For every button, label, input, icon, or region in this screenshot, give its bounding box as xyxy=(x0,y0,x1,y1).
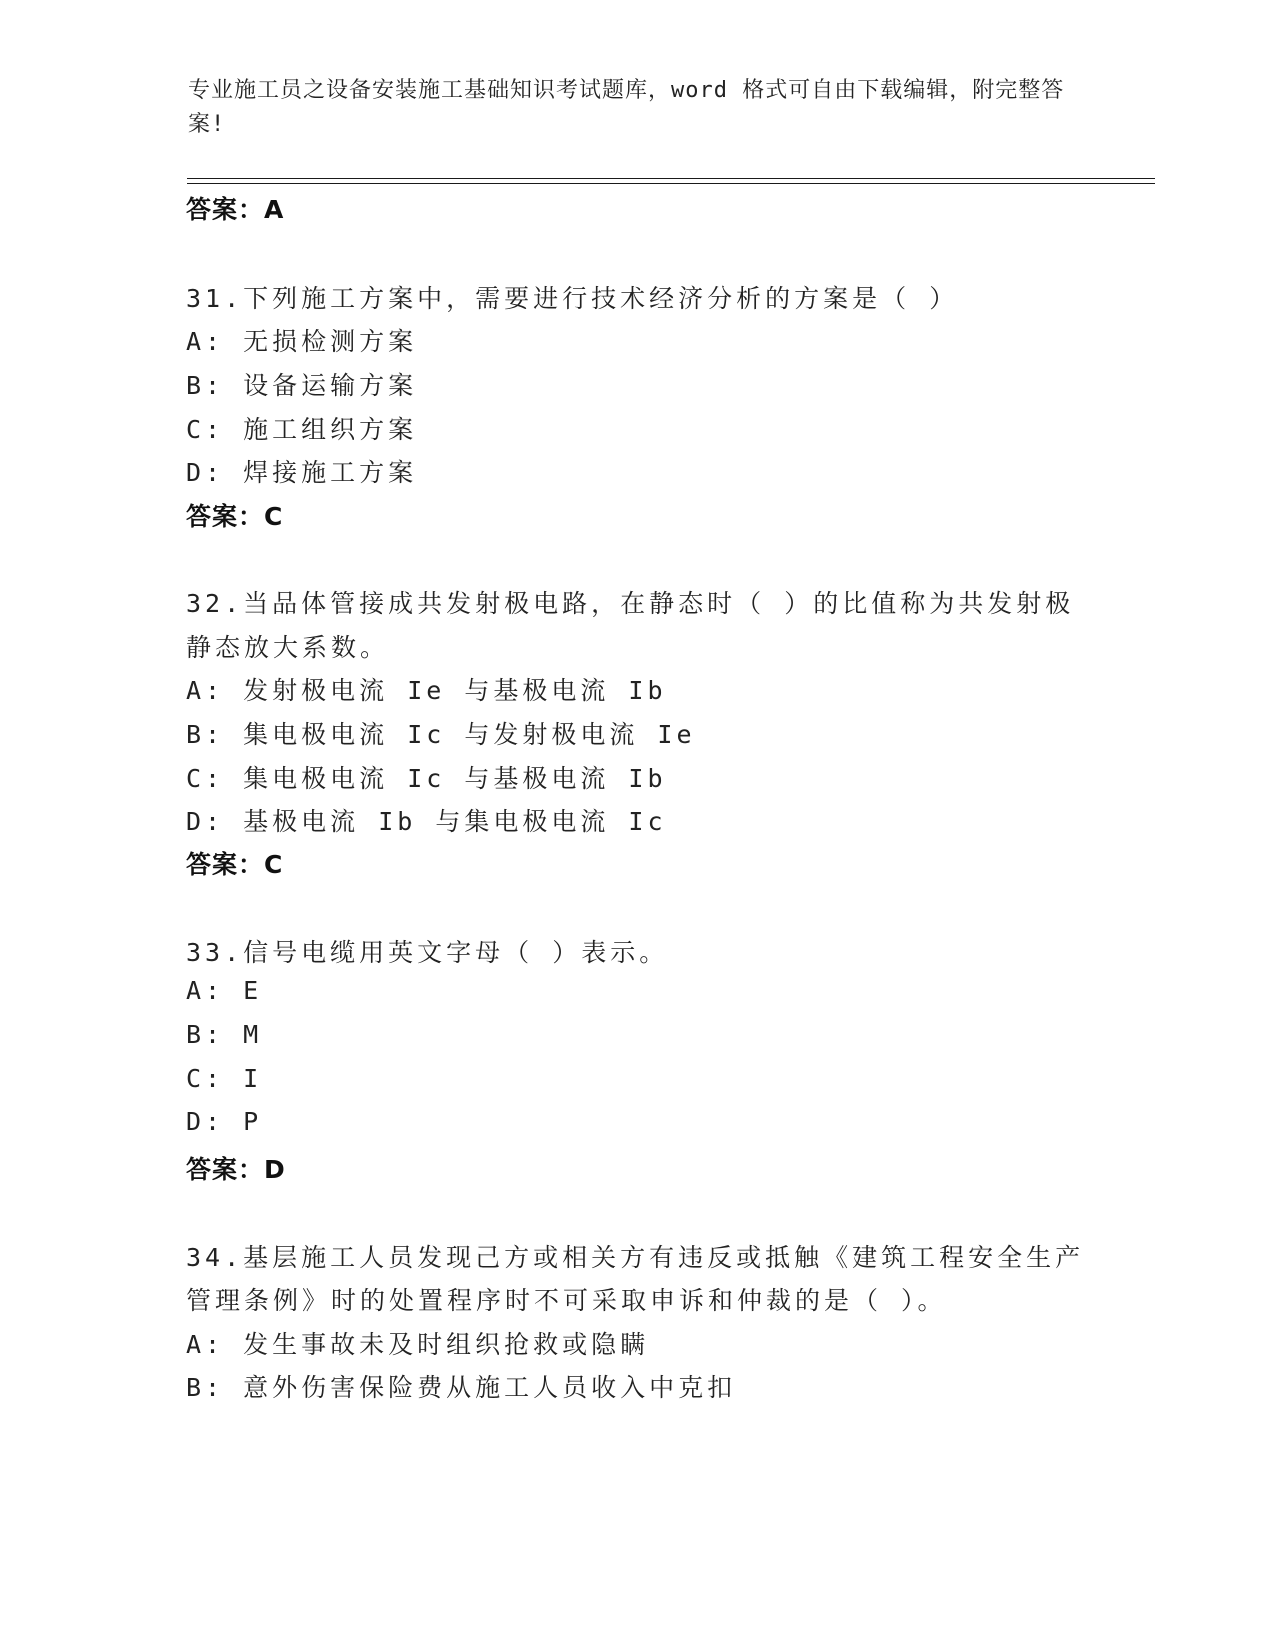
question-31-option-a: A: 无损检测方案 xyxy=(186,327,418,356)
question-32-option-b: B: 集电极电流 Ic 与发射极电流 Ie xyxy=(186,720,696,749)
answer-32: 答案：C xyxy=(186,850,284,879)
question-31-option-d: D: 焊接施工方案 xyxy=(186,458,418,487)
answer-30: 答案：A xyxy=(186,195,285,224)
header-divider-bottom xyxy=(187,183,1155,184)
question-33-stem: 33.信号电缆用英文字母（ ）表示。 xyxy=(186,938,669,967)
question-31-option-b: B: 设备运输方案 xyxy=(186,371,418,400)
answer-31: 答案：C xyxy=(186,502,284,531)
question-32-stem-line-1: 32.当品体管接成共发射极电路，在静态时（ ）的比值称为共发射极 xyxy=(186,589,1075,618)
question-32-option-c: C: 集电极电流 Ic 与基极电流 Ib xyxy=(186,764,667,793)
question-32-option-a: A: 发射极电流 Ie 与基极电流 Ib xyxy=(186,676,667,705)
question-33-option-c: C: I xyxy=(186,1064,263,1093)
document-header: 专业施工员之设备安装施工基础知识考试题库，word 格式可自由下载编辑，附完整答案! xyxy=(188,78,1065,137)
question-34-stem-line-1: 34.基层施工人员发现己方或相关方有违反或抵触《建筑工程安全生产 xyxy=(186,1243,1085,1272)
question-34-option-b: B: 意外伤害保险费从施工人员收入中克扣 xyxy=(186,1373,737,1402)
header-divider-top xyxy=(187,178,1155,179)
question-34-stem-line-2: 管理条例》时的处置程序时不可采取申诉和仲裁的是（ ）。 xyxy=(186,1286,947,1315)
question-33-option-d: D: P xyxy=(186,1107,263,1136)
question-32-stem-line-2: 静态放大系数。 xyxy=(186,633,390,662)
question-32-option-d: D: 基极电流 Ib 与集电极电流 Ic xyxy=(186,807,667,836)
answer-33: 答案：D xyxy=(186,1155,286,1184)
question-33-option-b: B: M xyxy=(186,1020,263,1049)
question-31-stem: 31.下列施工方案中，需要进行技术经济分析的方案是（ ） xyxy=(186,284,959,313)
question-34-option-a: A: 发生事故未及时组织抢救或隐瞒 xyxy=(186,1330,650,1359)
question-33-option-a: A: E xyxy=(186,976,263,1005)
question-31-option-c: C: 施工组织方案 xyxy=(186,415,418,444)
